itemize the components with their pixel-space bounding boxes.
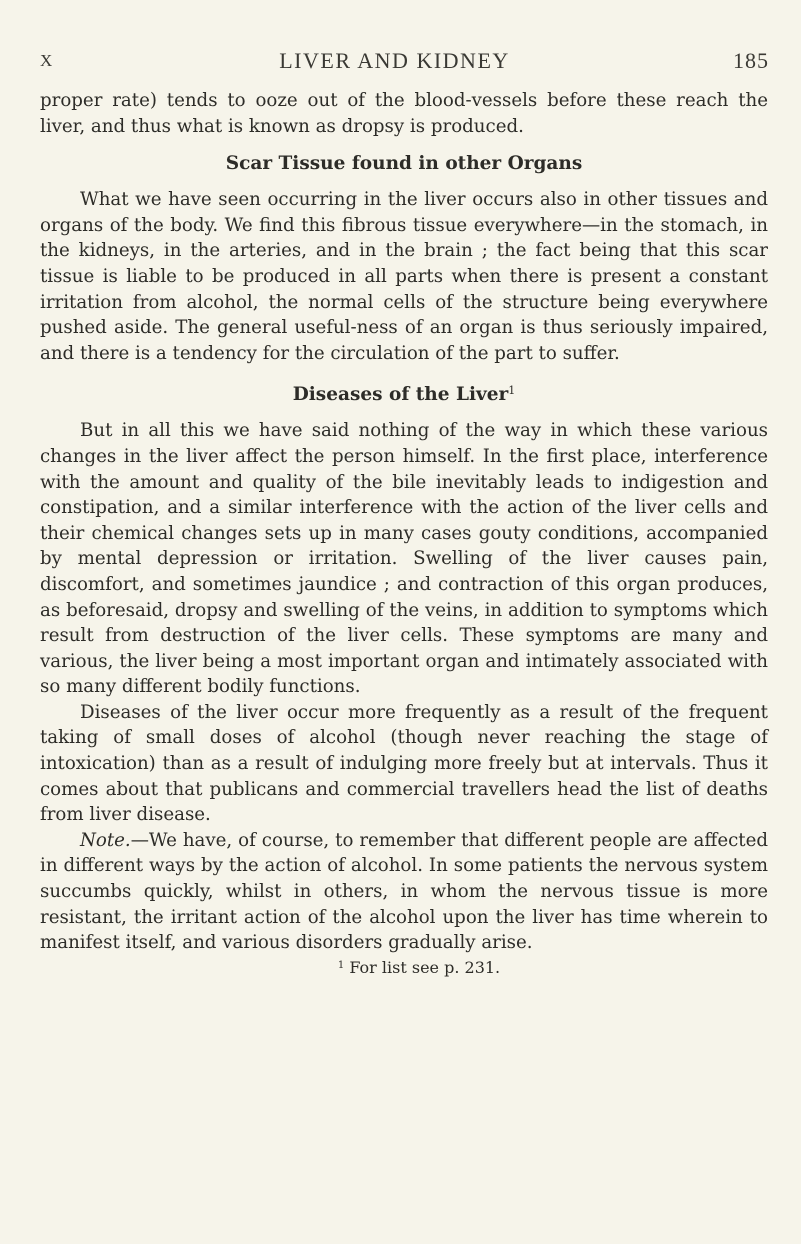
note-text: —We have, of course, to remember that different people are affected in different ways by the action of alcohol. In some patients the nervous system succumbs quickly, whilst in others, in whom the nervous tissue is more resistant, the irritant action of the alcohol upon the liver has time wherein to manifest itself, and various disorders gradually arise. <box>40 829 768 954</box>
paragraph-scar-tissue: What we have seen occurring in the liver occurs also in other tissues and organs of the body. We find this fibrous tissue everywhere—in the stomach, in the kidneys, in the arteries, and in the brain ; the fact being that this scar tissue is liable to be produced in all parts when there is present a constant irritation from alcohol, the normal cells of the structure being everywhere pushed aside. The general useful-ness of an organ is thus seriously impaired, and there is a tendency for the circulation of the part to suffer. <box>40 189 768 364</box>
footnote-reference: 1 <box>508 384 516 398</box>
page-body <box>40 88 768 978</box>
paragraph-continued: proper rate) tends to ooze out of the blood-vessels before these reach the liver, and thus what is known as dropsy is produced. <box>40 90 768 137</box>
heading-text: Diseases of the Liver <box>292 384 509 406</box>
running-title: LIVER AND KIDNEY <box>279 48 510 73</box>
footnote-mark: 1 <box>337 959 345 971</box>
paragraph-effects: But in all this we have said nothing of the way in which these various changes in the liver affect the person himself. In the first place, interference with the amount and quality of the bile inevitably leads to indigestion and constipation, and a similar interference with the action of the liver cells and their chemical changes sets up in many cases gouty conditions, accompanied by mental depression or irritation. Swelling of the liver causes pain, discomfort, and sometimes jaundice ; and contraction of this organ produces, as beforesaid, dropsy and swelling of the veins, in addition to symptoms which result from destruction of the liver cells. These symptoms are many and various, the liver being a most important organ and intimately associated with so many different bodily functions. <box>40 420 768 698</box>
running-head <box>40 46 769 76</box>
page-number: 185 <box>733 48 769 73</box>
footnote-text: For list see p. 231. <box>349 957 501 977</box>
paragraph-note <box>40 828 768 956</box>
section-heading-diseases <box>40 378 768 408</box>
chapter-number: X <box>40 51 54 70</box>
section-heading-scar-tissue: Scar Tissue found in other Organs <box>225 153 583 175</box>
note-label: Note. <box>80 829 131 851</box>
paragraph-frequency: Diseases of the liver occur more frequently as a result of the frequent taking of small doses of alcohol (though never reaching the stage of intoxication) than as a result of indulging more freely but at intervals. Thus it comes about that publicans and commercial travellers head the list of deaths from liver disease. <box>40 701 768 826</box>
footnote <box>40 956 768 978</box>
